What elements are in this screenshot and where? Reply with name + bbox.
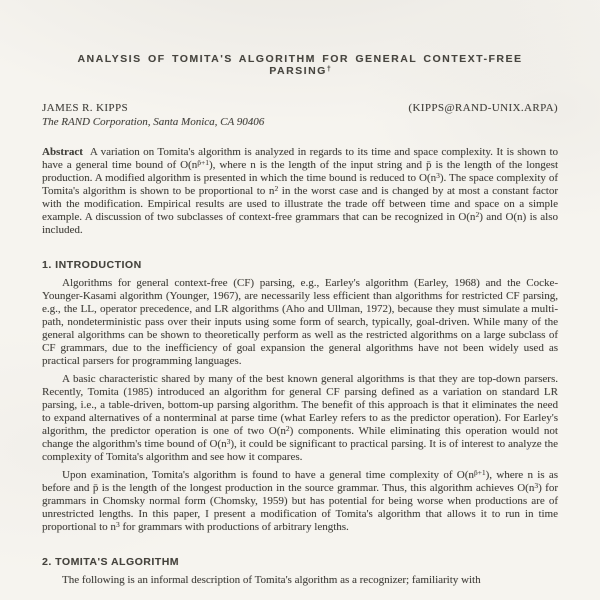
section-1-paragraph-1: Algorithms for general context-free (CF) parsing, e.g., Earley's algorithm (Earley, 1968) and the Cocke-Younger-Kasami algorithm (Younger, 1967), are necessarily less efficient than algorithms for restricted CF parsing, e.g., the LL, operator precedence, and LR algorithms (Aho and Ullman, 1972), because they must simulate a multi-path, nondeterministic pass over their inputs using some form of search, typically, goal-driven. While many of the general algorithms can be shown to theoretically perform as well as the restricted algorithms on a large subclass of CF grammars, due to the inefficiency of goal expansion the general algorithms have not been widely used as practical parsers for programming languages. [42,277,558,367]
section-2-heading: 2. TOMITA'S ALGORITHM [42,556,180,568]
abstract [42,146,558,237]
byline-row [42,102,558,115]
abstract-label: Abstract [42,146,83,158]
paper-title [56,53,544,77]
contact-address: (KIPPS@RAND-UNIX.ARPA) [408,102,558,114]
section-1-paragraph-2: A basic characteristic shared by many of the best known general algorithms is that they are top-down parsers. Recently, Tomita (1985) introduced an algorithm for general CF parsing defined as a variation on standard LR parsing, i.e., a table-driven, bottom-up parsing algorithm. The benefit of this approach is that it eliminates the need to expand alternatives of a nonterminal at parse time (what Earley refers to as the predictor operation). For Earley's algorithm, the predictor operation is one of two $O(n^2)$ components. While eliminating this operation would not change the algorithm's time bound of $O(n^3)$, it could be significant to practical parsing. It is of interest to analyze the complexity of Tomita's algorithm and see how it compares. [42,373,558,463]
affiliation: The RAND Corporation, Santa Monica, CA 90406 [42,116,265,128]
author-name: JAMES R. KIPPS [42,102,128,114]
abstract-text: A variation on Tomita's algorithm is analyzed in regards to its time and space complexity. It is shown to have a general time bound of $O(n^{p̄+1})$, where n is the length of the input string and p̄ is the length of the longest production. A modified algorithm is presented in which the time bound is reduced to $O(n^3)$. The space complexity of Tomita's algorithm is shown to be proportional to $n^2$ in the worst case and is changed by at most a constant factor with the modification. Empirical results are used to illustrate the trade off between time and space on a simple example. A discussion of two subclasses of context-free grammars that can be recognized in $O(n^2)$ and O(n) is also included. [42,146,559,236]
section-1-paragraph-3: Upon examination, Tomita's algorithm is found to have a general time complexity of $O(n^{p̄+1})$, where n is as before and p̄ is the length of the longest production in the source grammar. Thus, this algorithm achieves $O(n^3)$ for grammars in Chomsky normal form (Chomsky, 1959) but has potential for being worse when productions are of unrestricted lengths. In this paper, I present a modification of Tomita's algorithm that allows it to run in time proportional to $n^3$ for grammars with productions of arbitrary lengths. [42,467,559,533]
section-1-heading: 1. INTRODUCTION [42,259,142,271]
section-2-paragraph-1: The following is an informal description of Tomita's algorithm as a recognizer; familiarity with [62,574,481,586]
title-footnote-mark: † [326,66,331,73]
paper-title-text: ANALYSIS OF TOMITA'S ALGORITHM FOR GENERAL CONTEXT-FREE PARSING [77,53,523,77]
